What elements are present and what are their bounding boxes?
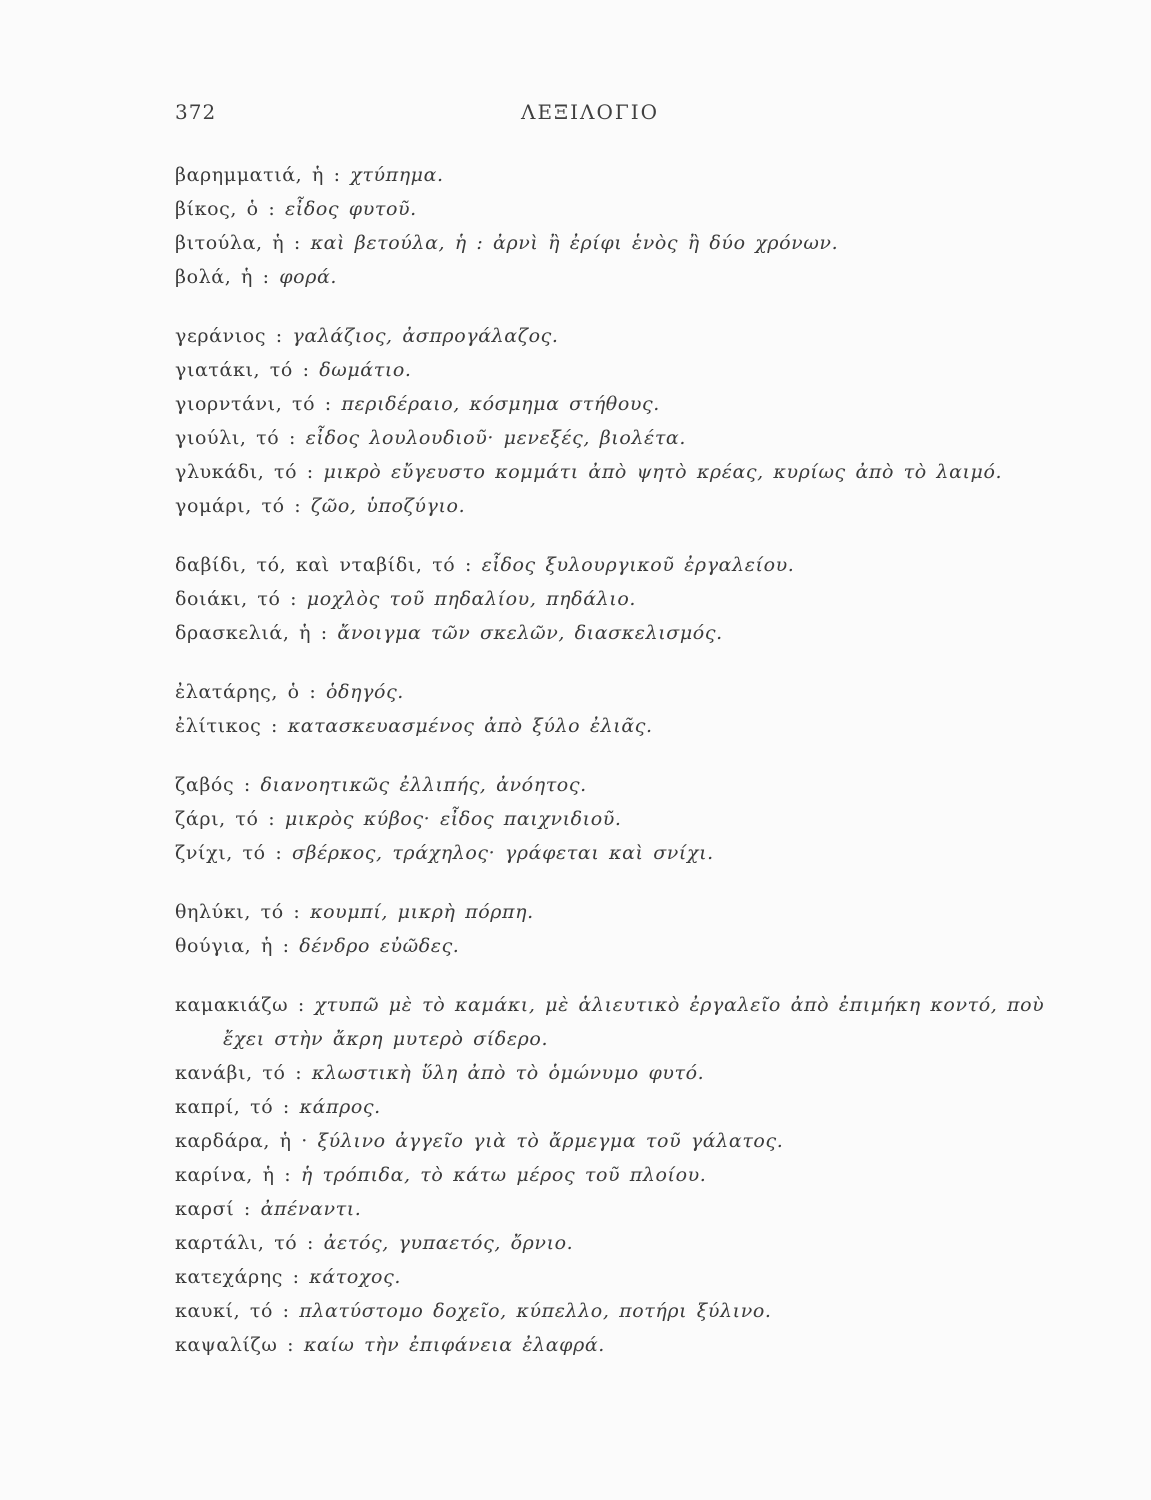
headword: θούγια, ἡ :	[175, 935, 300, 957]
headword: θηλύκι, τό :	[175, 901, 311, 923]
headword: καρσί :	[175, 1198, 261, 1220]
definition: δένδρο εὐῶδες.	[299, 935, 460, 957]
glossary-entry	[175, 1124, 1055, 1158]
glossary-entry	[175, 387, 1055, 421]
definition: ἄνοιγμα τῶν σκελῶν, διασκελισμός.	[337, 622, 723, 644]
glossary-entry	[175, 1328, 1055, 1362]
headword: δοιάκι, τό :	[175, 588, 307, 610]
definition: πλατύστομο δοχεῖο, κύπελλο, ποτήρι ξύλινο.	[299, 1300, 772, 1322]
definition: χτυπῶ μὲ τὸ καμάκι, μὲ ἁλιευτικὸ ἐργαλεῖο ἀπὸ ἐπιμήκη κοντό, ποὺ ἔχει στὴν ἄκρη μυτερὸ σίδερο.	[223, 994, 1045, 1050]
glossary-entry	[175, 1090, 1055, 1124]
definition: κατασκευασμένος ἀπὸ ξύλο ἐλιᾶς.	[287, 715, 653, 737]
definition: κάτοχος.	[309, 1266, 401, 1288]
glossary-entry	[175, 548, 1055, 582]
page-header	[175, 100, 975, 132]
definition: μοχλὸς τοῦ πηδαλίου, πηδάλιο.	[306, 588, 637, 610]
glossary-entry	[175, 353, 1055, 387]
headword: καρίνα, ἡ :	[175, 1164, 301, 1186]
headword: δαβίδι, τό, καὶ νταβίδι, τό :	[175, 554, 482, 576]
headword: βιτούλα, ἡ :	[175, 232, 311, 254]
glossary-entry	[175, 1056, 1055, 1090]
glossary-entry	[175, 802, 1055, 836]
entry-group	[175, 768, 1055, 870]
entry-group	[175, 675, 1055, 743]
definition: μικρὸς κύβος· εἶδος παιχνιδιοῦ.	[284, 808, 622, 830]
running-title: ΛΕΞΙΛΟΓΙΟ	[521, 100, 660, 124]
headword: καρδάρα, ἡ ·	[175, 1130, 318, 1152]
headword: γλυκάδι, τό :	[175, 461, 324, 483]
entry-group	[175, 158, 1055, 294]
headword: καρτάλι, τό :	[175, 1232, 324, 1254]
definition: ἀετός, γυπαετός, ὄρνιο.	[323, 1232, 574, 1254]
definition: χτύπημα.	[350, 164, 444, 186]
definition: ὁδηγός.	[326, 681, 404, 703]
headword: βαρημματιά, ἡ :	[175, 164, 351, 186]
headword: κανάβι, τό :	[175, 1062, 312, 1084]
headword: καυκί, τό :	[175, 1300, 300, 1322]
glossary-entry	[175, 1192, 1055, 1226]
definition: καίω τὴν ἐπιφάνεια ἐλαφρά.	[303, 1334, 605, 1356]
headword: καπρί, τό :	[175, 1096, 300, 1118]
definition: καὶ βετούλα, ἡ : ἀρνὶ ἢ ἐρίφι ἑνὸς ἢ δύο χρόνων.	[310, 232, 839, 254]
definition: διανοητικῶς ἐλλιπής, ἀνόητος.	[260, 774, 587, 796]
entry-group	[175, 895, 1055, 963]
entry-group	[175, 988, 1055, 1362]
glossary-entry	[175, 895, 1055, 929]
glossary-entry	[175, 709, 1055, 743]
glossary-entry	[175, 226, 1055, 260]
entry-group	[175, 548, 1055, 650]
glossary-entry	[175, 675, 1055, 709]
definition: εἶδος ξυλουργικοῦ ἐργαλείου.	[481, 554, 795, 576]
glossary-entry	[175, 836, 1055, 870]
glossary-entry	[175, 489, 1055, 523]
headword: ζαβός :	[175, 774, 261, 796]
headword: γιατάκι, τό :	[175, 359, 320, 381]
glossary-entry	[175, 421, 1055, 455]
headword: ἐλατάρης, ὁ :	[175, 681, 327, 703]
definition: γαλάζιος, ἀσπρογάλαζος.	[292, 325, 559, 347]
glossary-entry	[175, 192, 1055, 226]
glossary-entry	[175, 1260, 1055, 1294]
headword: ζάρι, τό :	[175, 808, 285, 830]
headword: κατεχάρης :	[175, 1266, 310, 1288]
definition: ἡ τρόπιδα, τὸ κάτω μέρος τοῦ πλοίου.	[300, 1164, 707, 1186]
definition: δωμάτιο.	[319, 359, 412, 381]
definition: σβέρκος, τράχηλος· γράφεται καὶ σνίχι.	[291, 842, 714, 864]
glossary-entry	[175, 455, 1055, 489]
page-number: 372	[175, 100, 217, 124]
glossary-entries	[175, 158, 1055, 1387]
glossary-entry	[175, 768, 1055, 802]
definition: μικρὸ εὔγευστο κομμάτι ἀπὸ ψητὸ κρέας, κυρίως ἀπὸ τὸ λαιμό.	[323, 461, 1003, 483]
headword: γιορντάνι, τό :	[175, 393, 342, 415]
glossary-entry	[175, 616, 1055, 650]
headword: δρασκελιά, ἡ :	[175, 622, 338, 644]
glossary-entry	[175, 1294, 1055, 1328]
glossary-entry	[175, 319, 1055, 353]
definition: εἶδος λουλουδιοῦ· μενεξές, βιολέτα.	[305, 427, 686, 449]
headword: ζνίχι, τό :	[175, 842, 292, 864]
glossary-entry	[175, 158, 1055, 192]
glossary-entry	[175, 1158, 1055, 1192]
headword: βολά, ἡ :	[175, 266, 280, 288]
definition: φορά.	[279, 266, 338, 288]
headword: γομάρι, τό :	[175, 495, 311, 517]
definition: ζῶο, ὑποζύγιο.	[310, 495, 466, 517]
glossary-entry	[175, 988, 1055, 1056]
headword: βίκος, ὁ :	[175, 198, 285, 220]
headword: γεράνιος :	[175, 325, 293, 347]
glossary-entry	[175, 582, 1055, 616]
headword: γιούλι, τό :	[175, 427, 306, 449]
headword: καψαλίζω :	[175, 1334, 304, 1356]
definition: κουμπί, μικρὴ πόρπη.	[310, 901, 534, 923]
definition: εἶδος φυτοῦ.	[285, 198, 417, 220]
definition: ἀπέναντι.	[260, 1198, 362, 1220]
headword: ἐλίτικος :	[175, 715, 288, 737]
definition: κλωστικὴ ὕλη ἀπὸ τὸ ὁμώνυμο φυτό.	[311, 1062, 705, 1084]
glossary-entry	[175, 1226, 1055, 1260]
entry-group	[175, 319, 1055, 523]
definition: περιδέραιο, κόσμημα στήθους.	[341, 393, 660, 415]
headword: καμακιάζω :	[175, 994, 315, 1016]
definition: ξύλινο ἀγγεῖο γιὰ τὸ ἄρμεγμα τοῦ γάλατος.	[317, 1130, 784, 1152]
glossary-entry	[175, 260, 1055, 294]
glossary-entry	[175, 929, 1055, 963]
definition: κάπρος.	[299, 1096, 381, 1118]
